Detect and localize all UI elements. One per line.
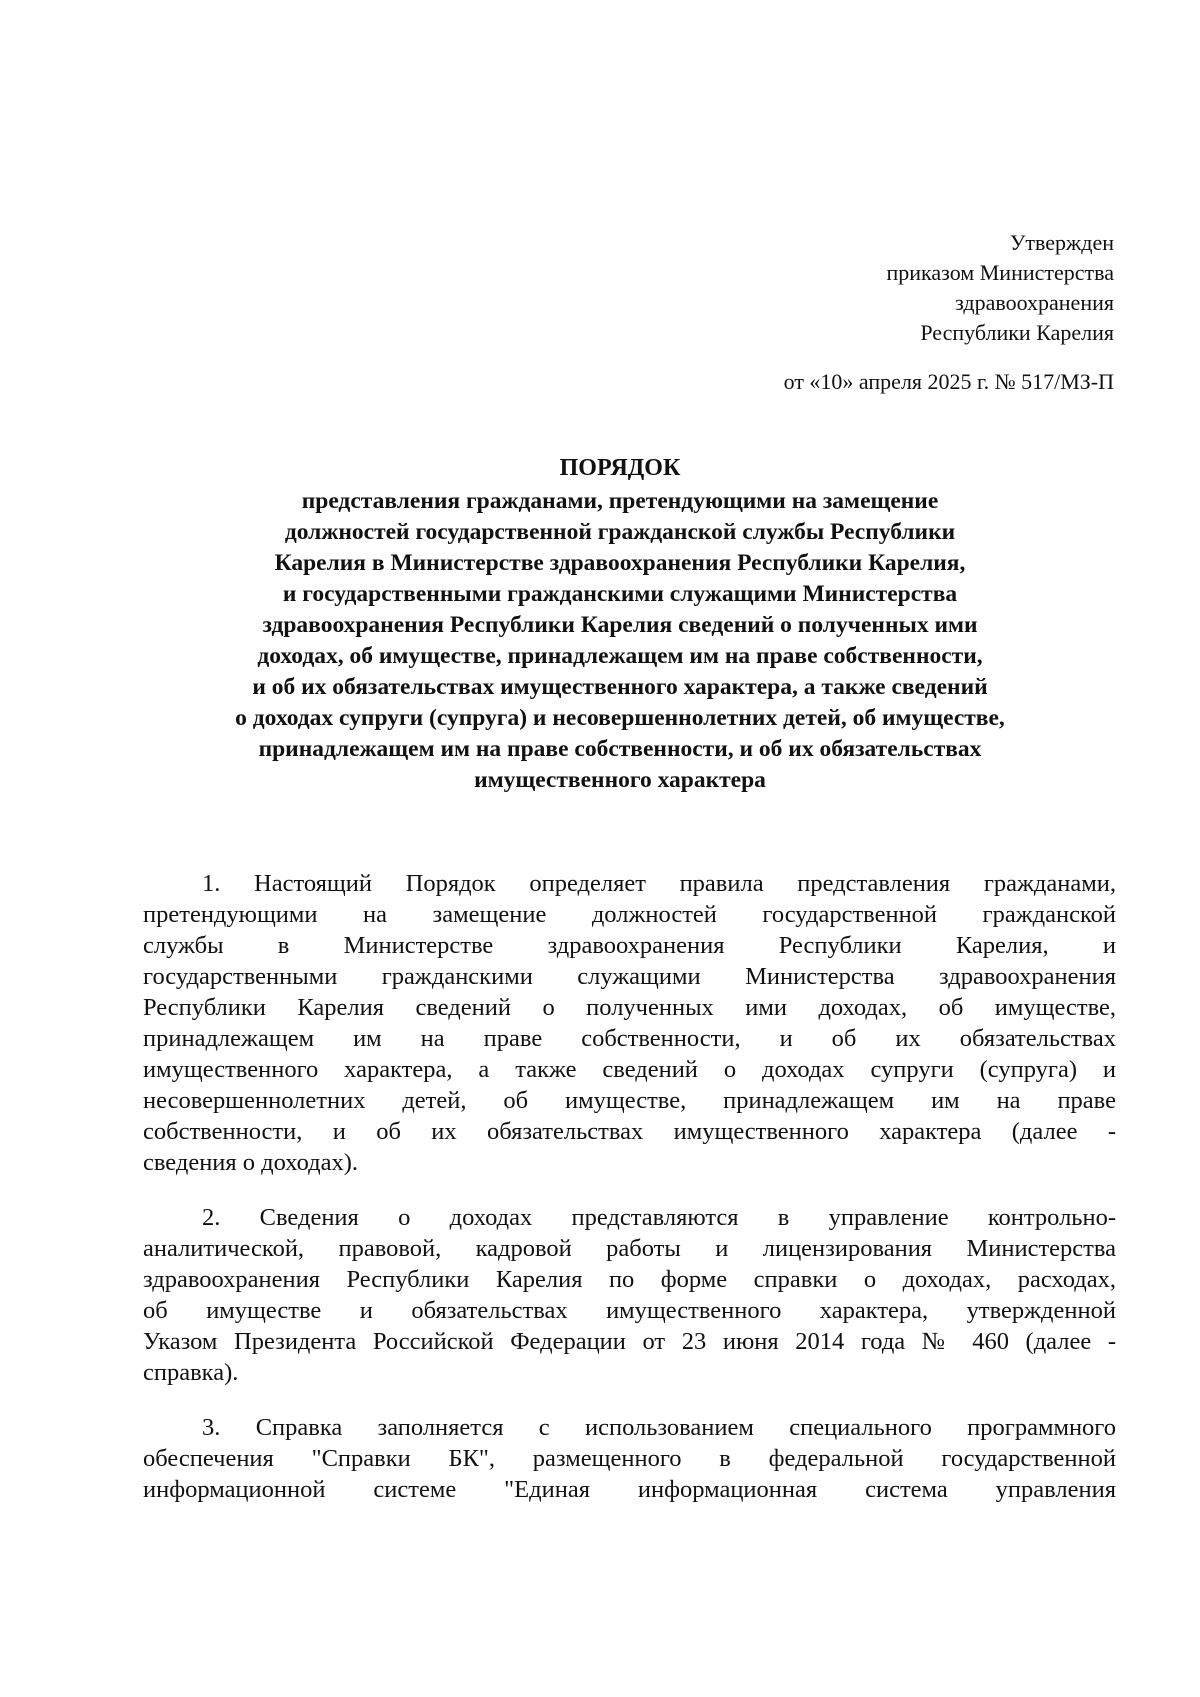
- document-title-block: [130, 452, 1110, 796]
- text-line: об имуществе и обязательствах имущественного характера, утвержденной: [143, 1297, 1116, 1324]
- text-line: сведения о доходах).: [143, 1149, 359, 1176]
- text-line: собственности, и об их обязательствах имущественного характера (далее -: [143, 1118, 1116, 1145]
- subtitle-line: должностей государственной гражданской службы Республики: [284, 519, 956, 545]
- subtitle-line: представления гражданами, претендующими на замещение: [301, 488, 939, 514]
- text-line: Указом Президента Российской Федерации от 23 июня 2014 года № 460 (далее -: [143, 1328, 1116, 1355]
- subtitle-line: о доходах супруги (супруга) и несовершеннолетних детей, об имуществе,: [235, 705, 1005, 731]
- text-line: службы в Министерстве здравоохранения Республики Карелия, и: [143, 932, 1116, 959]
- text-line: информационной системе "Единая информационная система управления: [143, 1476, 1116, 1503]
- text-line: несовершеннолетних детей, об имуществе, принадлежащем им на праве: [143, 1087, 1116, 1114]
- subtitle-line: принадлежащем им на праве собственности, и об их обязательствах: [258, 736, 982, 762]
- subtitle-line: здравоохранения Республики Карелия сведений о полученных ими: [262, 612, 978, 638]
- text-line: 2. Сведения о доходах представляются в управление контрольно-: [202, 1204, 1116, 1231]
- text-line: 3. Справка заполняется с использованием специального программного: [202, 1414, 1116, 1441]
- approval-stamp: [887, 228, 1115, 348]
- text-line: претендующими на замещение должностей государственной гражданской: [143, 901, 1116, 928]
- text-line: 1. Настоящий Порядок определяет правила представления гражданами,: [202, 870, 1116, 897]
- text-line: имущественного характера, а также сведений о доходах супруги (супруга) и: [143, 1056, 1116, 1083]
- document-body: [143, 868, 1116, 1529]
- approval-line: Утвержден: [1009, 230, 1114, 255]
- approval-line: здравоохранения: [955, 290, 1114, 315]
- approval-line: приказом Министерства: [886, 260, 1114, 285]
- subtitle-line: Карелия в Министерстве здравоохранения Республики Карелия,: [274, 550, 966, 576]
- text-line: аналитической, правовой, кадровой работы и лицензирования Министерства: [143, 1235, 1116, 1262]
- subtitle-line: доходах, об имуществе, принадлежащем им на праве собственности,: [257, 643, 983, 669]
- text-line: принадлежащем им на праве собственности, и об их обязательствах: [143, 1025, 1116, 1052]
- subtitle-line: имущественного характера: [474, 767, 766, 793]
- text-line: Республики Карелия сведений о полученных ими доходах, об имуществе,: [143, 994, 1116, 1021]
- paragraph-2: [143, 1202, 1116, 1388]
- subtitle-line: и об их обязательствах имущественного характера, а также сведений: [252, 674, 988, 700]
- text-line: государственными гражданскими служащими Министерства здравоохранения: [143, 963, 1116, 990]
- approval-line: Республики Карелия: [920, 320, 1114, 345]
- order-reference: от «10» апреля 2025 г. № 517/МЗ-П: [783, 369, 1114, 394]
- paragraph-1: [143, 868, 1116, 1178]
- text-line: здравоохранения Республики Карелия по форме справки о доходах, расходах,: [143, 1266, 1116, 1293]
- subtitle-line: и государственными гражданскими служащими Министерства: [282, 581, 958, 607]
- text-line: справка).: [143, 1359, 239, 1386]
- paragraph-3: [143, 1412, 1116, 1505]
- text-line: обеспечения "Справки БК", размещенного в федеральной государственной: [143, 1445, 1116, 1472]
- document-title: ПОРЯДОК: [559, 455, 681, 481]
